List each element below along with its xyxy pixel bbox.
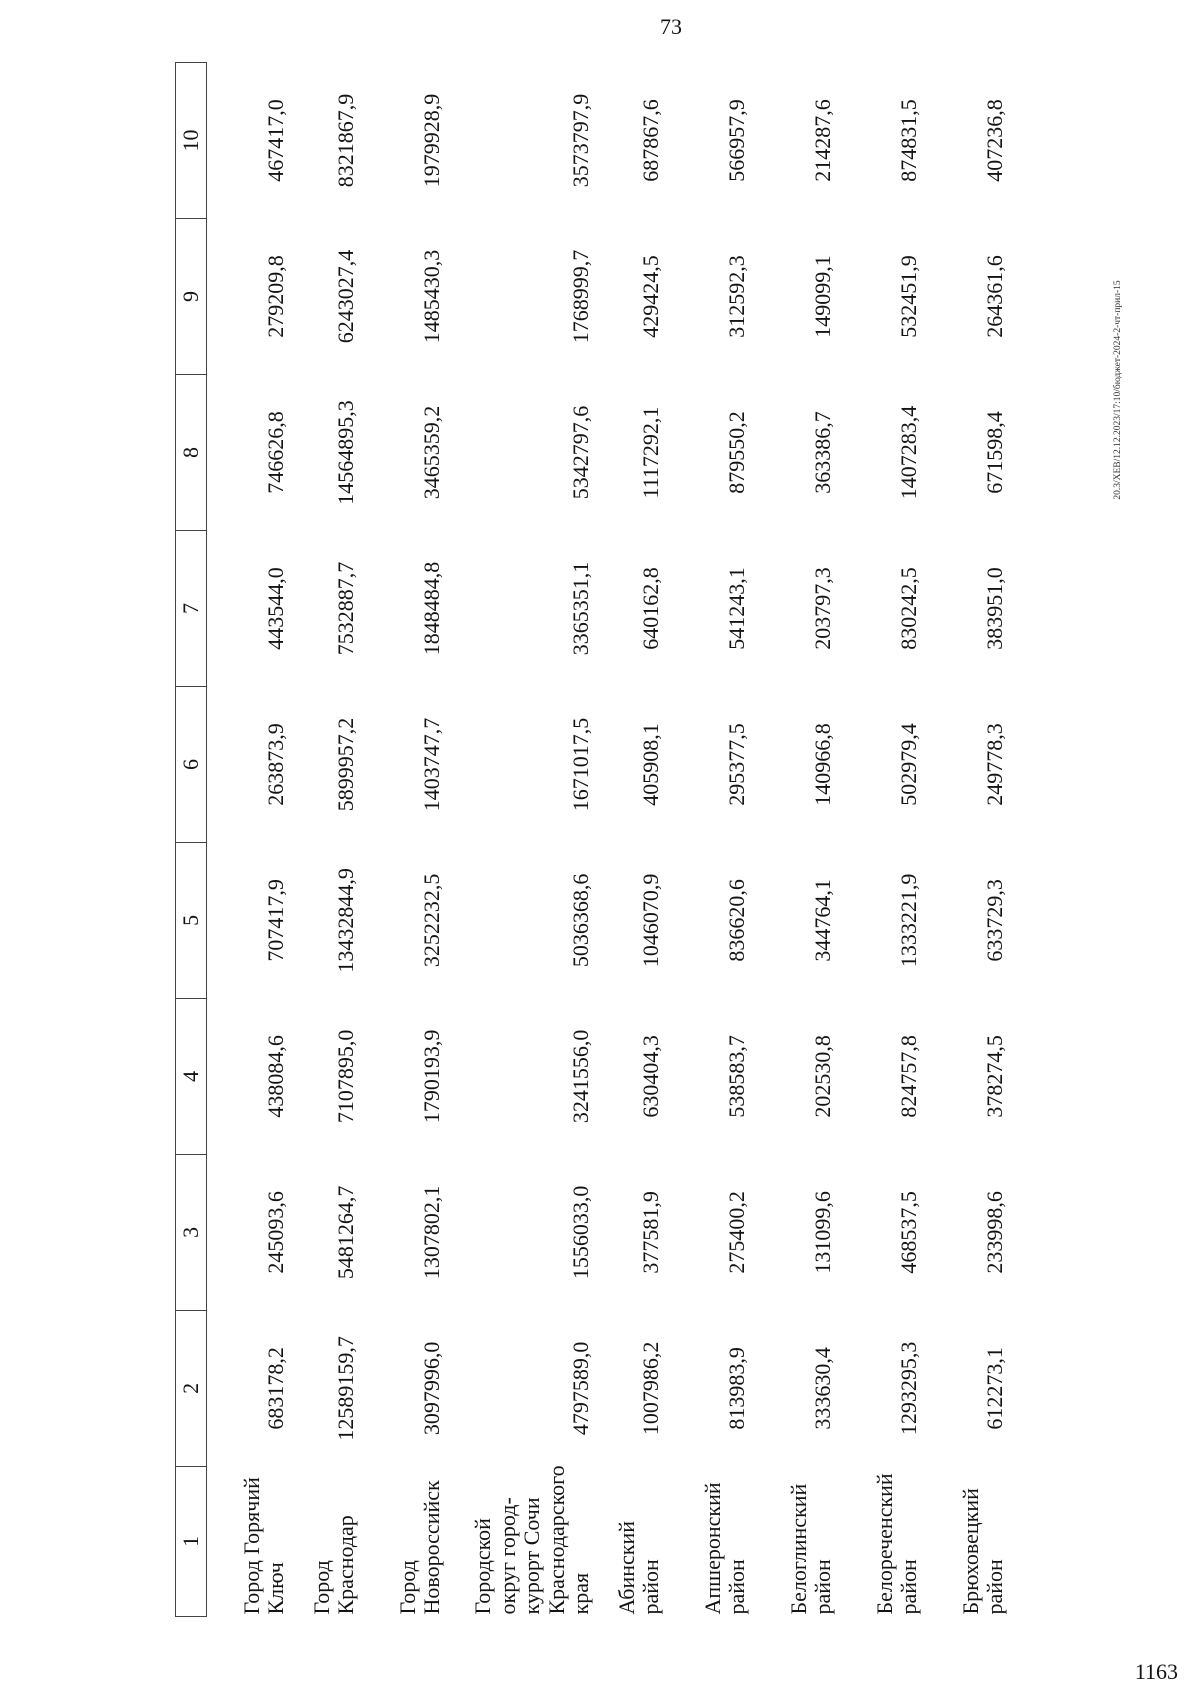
- cell-value: 6243027,4: [333, 249, 358, 344]
- row-name: Город Новороссийск: [394, 1480, 445, 1615]
- row-name: Брюховецкий район: [957, 1488, 1008, 1615]
- cell-value: 467417,0: [263, 99, 288, 182]
- table-row: [840, 63, 926, 1617]
- header-col-6: 6: [176, 686, 207, 842]
- cell-value: 7107895,0: [333, 1029, 358, 1124]
- table-row: [668, 63, 754, 1617]
- row-name: Белореченский район: [871, 1473, 922, 1615]
- header-col-1: 1: [176, 1466, 207, 1616]
- cell-value: 203797,3: [810, 567, 835, 650]
- cell-value: 1007986,2: [638, 1341, 663, 1436]
- budget-table: [175, 62, 1012, 1617]
- row-name: Белоглинский район: [785, 1483, 836, 1615]
- cell-value: 541243,1: [724, 567, 749, 650]
- cell-value: 377581,9: [638, 1191, 663, 1274]
- cell-value: 3465359,2: [419, 405, 444, 500]
- cell-value: 5899957,2: [333, 717, 358, 812]
- cell-value: 3252232,5: [419, 873, 444, 968]
- cell-value: 879550,2: [724, 411, 749, 494]
- cell-value: 5481264,7: [333, 1185, 358, 1280]
- header-col-9: 9: [176, 219, 207, 375]
- table-row: [926, 63, 1012, 1617]
- cell-value: 746626,8: [263, 411, 288, 494]
- cell-value: 1556033,0: [568, 1185, 593, 1280]
- cell-value: 5036368,6: [568, 873, 593, 968]
- cell-value: 1046070,9: [638, 873, 663, 968]
- header-col-7: 7: [176, 531, 207, 687]
- cell-value: 1307802,1: [419, 1185, 444, 1280]
- cell-value: 275400,2: [724, 1191, 749, 1274]
- cell-value: 378274,5: [982, 1035, 1007, 1118]
- cell-value: 1485430,3: [419, 249, 444, 344]
- cell-value: 836620,6: [724, 879, 749, 962]
- cell-value: 1979928,9: [419, 93, 444, 188]
- cell-value: 1768999,7: [568, 249, 593, 344]
- cell-value: 333630,4: [810, 1347, 835, 1430]
- header-col-5: 5: [176, 842, 207, 998]
- cell-value: 612273,1: [982, 1347, 1007, 1430]
- cell-value: 3241556,0: [568, 1029, 593, 1124]
- table-header-row: [176, 63, 207, 1617]
- cell-value: 3097996,0: [419, 1341, 444, 1436]
- header-col-3: 3: [176, 1154, 207, 1310]
- cell-value: 707417,9: [263, 879, 288, 962]
- cell-value: 5342797,6: [568, 405, 593, 500]
- cell-value: 468537,5: [896, 1191, 921, 1274]
- cell-value: 264361,6: [982, 255, 1007, 338]
- header-col-2: 2: [176, 1310, 207, 1466]
- cell-value: 3573797,9: [568, 93, 593, 188]
- table-row: [754, 63, 840, 1617]
- cell-value: 683178,2: [263, 1347, 288, 1430]
- cell-value: 131099,6: [810, 1191, 835, 1274]
- cell-value: 532451,9: [896, 255, 921, 338]
- cell-value: 538583,7: [724, 1035, 749, 1118]
- table-row: [363, 63, 449, 1617]
- table-row: [449, 63, 598, 1617]
- cell-value: 312592,3: [724, 255, 749, 338]
- cell-value: 443544,0: [263, 567, 288, 650]
- cell-value: 1117292,1: [638, 406, 663, 499]
- row-name: Апшеронский район: [699, 1482, 750, 1615]
- cell-value: 279209,8: [263, 255, 288, 338]
- row-name: Городской округ город-курорт Сочи Краснодарского края: [469, 1465, 594, 1615]
- cell-value: 438084,6: [263, 1035, 288, 1118]
- row-name: Город Горячий Ключ: [238, 1477, 289, 1615]
- header-col-8: 8: [176, 375, 207, 531]
- cell-value: 263873,9: [263, 723, 288, 806]
- cell-value: 671598,4: [982, 411, 1007, 494]
- table-container: [175, 62, 1045, 1617]
- header-col-4: 4: [176, 998, 207, 1154]
- cell-value: 344764,1: [810, 879, 835, 962]
- cell-value: 249778,3: [982, 723, 1007, 806]
- cell-value: 874831,5: [896, 99, 921, 182]
- cell-value: 3365351,1: [568, 561, 593, 656]
- rotated-table-wrapper: [175, 62, 1045, 1617]
- cell-value: 13432844,9: [333, 868, 358, 973]
- document-footer-code: 20.3/ХЕВ/12.12.2023/17:10/бюджет-2024-2-чт-прил-15: [1113, 280, 1123, 500]
- cell-value: 640162,8: [638, 567, 663, 650]
- table-row: [598, 63, 668, 1617]
- cell-value: 7532887,7: [333, 561, 358, 656]
- cell-value: 502979,4: [896, 723, 921, 806]
- row-name: Абинский район: [613, 1520, 664, 1615]
- cell-value: 1403747,7: [419, 717, 444, 812]
- cell-value: 295377,5: [724, 723, 749, 806]
- cell-value: 233998,6: [982, 1191, 1007, 1274]
- cell-value: 12589159,7: [333, 1336, 358, 1441]
- cell-value: 149099,1: [810, 255, 835, 338]
- cell-value: 630404,3: [638, 1035, 663, 1118]
- cell-value: 687867,6: [638, 99, 663, 182]
- cell-value: 824757,8: [896, 1035, 921, 1118]
- cell-value: 14564895,3: [333, 400, 358, 505]
- cell-value: 1407283,4: [896, 405, 921, 500]
- cell-value: 1293295,3: [896, 1341, 921, 1436]
- cell-value: 1671017,5: [568, 717, 593, 812]
- cell-value: 363386,7: [810, 411, 835, 494]
- cell-value: 8321867,9: [333, 93, 358, 188]
- cell-value: 4797589,0: [568, 1341, 593, 1436]
- cell-value: 214287,6: [810, 99, 835, 182]
- table-row: [293, 63, 363, 1617]
- cell-value: 813983,9: [724, 1347, 749, 1430]
- cell-value: 1333221,9: [896, 873, 921, 968]
- cell-value: 245093,6: [263, 1191, 288, 1274]
- cell-value: 405908,1: [638, 723, 663, 806]
- cell-value: 633729,3: [982, 879, 1007, 962]
- table-row: [207, 63, 294, 1617]
- cell-value: 202530,8: [810, 1035, 835, 1118]
- cell-value: 1848484,8: [419, 561, 444, 656]
- cell-value: 830242,5: [896, 567, 921, 650]
- cell-value: 140966,8: [810, 723, 835, 806]
- header-col-10: 10: [176, 63, 207, 219]
- cell-value: 383951,0: [982, 567, 1007, 650]
- cell-value: 566957,9: [724, 99, 749, 182]
- cell-value: 1790193,9: [419, 1029, 444, 1124]
- row-name: Город Краснодар: [308, 1515, 359, 1615]
- cell-value: 429424,5: [638, 255, 663, 338]
- cell-value: 407236,8: [982, 99, 1007, 182]
- sheet-number: 1163: [1134, 1659, 1178, 1684]
- page-number: 73: [660, 14, 682, 39]
